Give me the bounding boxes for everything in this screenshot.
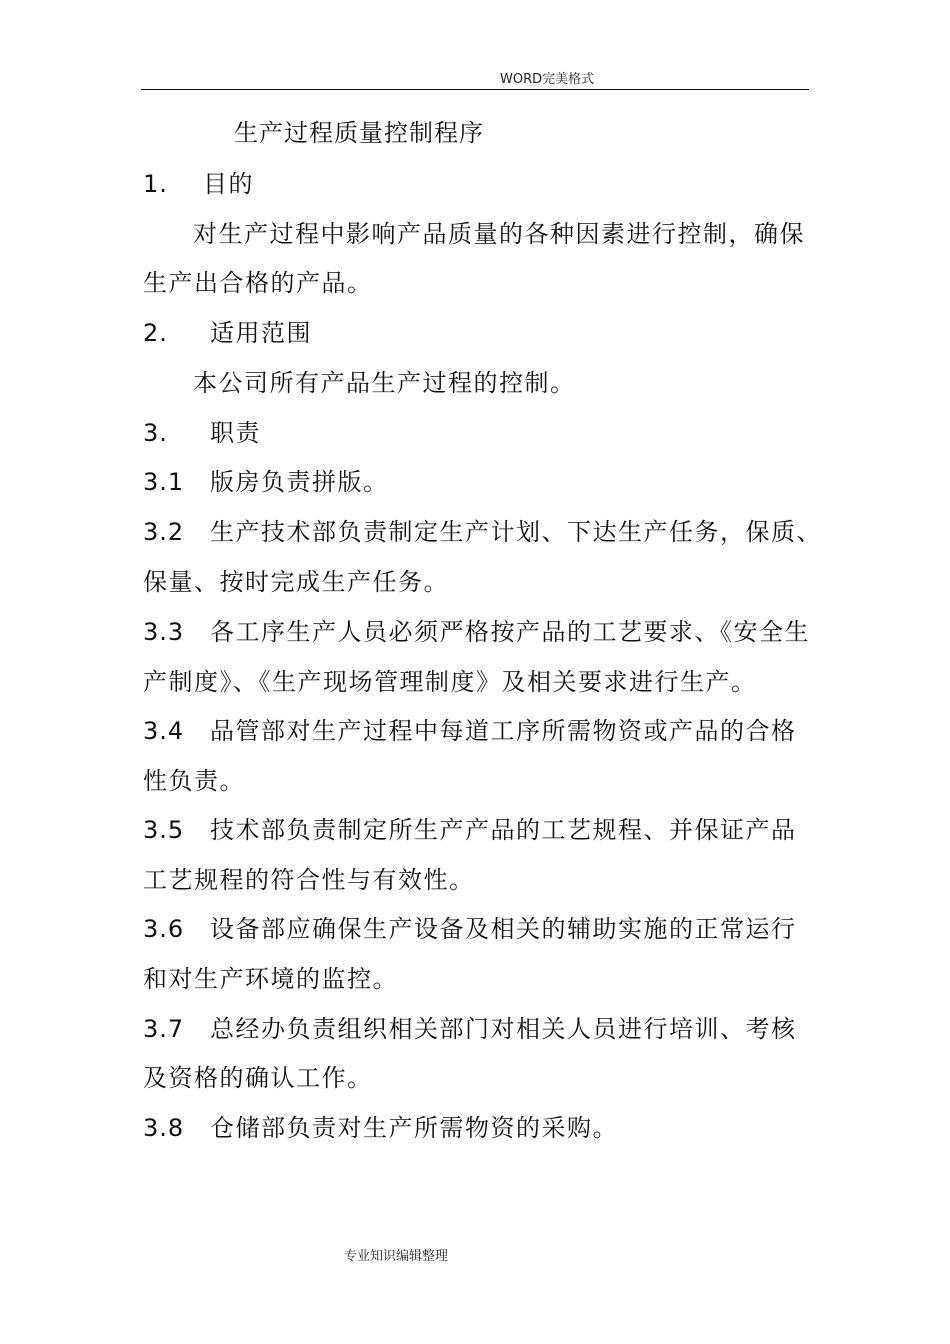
item-3-7-line-1: 总经办负责组织相关部门对相关人员进行培训、考核 [210,1015,797,1043]
item-3-4-line-1: 品管部对生产过程中每道工序所需物资或产品的合格 [210,717,797,745]
section-1-heading: 目的 [203,170,254,198]
item-3-1-line-1: 版房负责拼版。 [210,468,389,496]
header-divider [141,89,809,90]
item-3-3-number: 3.3 [143,618,185,646]
item-3-5-number: 3.5 [143,816,185,844]
item-3-3-line-1: 各工序生产人员必须严格按产品的工艺要求、《安全生 [210,618,810,646]
item-3-8-line-1: 仓储部负责对生产所需物资的采购。 [210,1114,618,1142]
item-3-7-number: 3.7 [143,1015,185,1043]
section-1-body-line-1: 对生产过程中影响产品质量的各种因素进行控制，确保 [193,220,805,248]
item-3-1-number: 3.1 [143,468,185,496]
section-2-body-line-1: 本公司所有产品生产过程的控制。 [193,369,576,397]
section-3-number: 3. [143,419,168,447]
item-3-8-number: 3.8 [143,1114,185,1142]
section-1-body-line-2: 生产出合格的产品。 [143,269,373,297]
section-2-number: 2. [143,319,168,347]
section-1-number: 1. [143,170,168,198]
document-title: 生产过程质量控制程序 [234,119,484,147]
item-3-7-line-2: 及资格的确认工作。 [143,1064,373,1092]
item-3-3-line-2: 产制度》、《生产现场管理制度》及相关要求进行生产。 [143,668,757,696]
item-3-6-line-1: 设备部应确保生产设备及相关的辅助实施的正常运行 [210,915,797,943]
item-3-2-number: 3.2 [143,518,185,546]
item-3-4-number: 3.4 [143,717,185,745]
item-3-4-line-2: 性负责。 [143,767,245,795]
section-3-heading: 职责 [210,419,261,447]
item-3-5-line-1: 技术部负责制定所生产产品的工艺规程、并保证产品 [210,816,797,844]
item-3-2-line-2: 保量、按时完成生产任务。 [143,568,449,596]
item-3-2-line-1: 生产技术部负责制定生产计划、下达生产任务，保质、 [210,518,822,546]
item-3-5-line-2: 工艺规程的符合性与有效性。 [143,866,475,894]
item-3-6-line-2: 和对生产环境的监控。 [143,965,398,993]
page-footer: 专业知识编辑整理 [344,1249,449,1264]
item-3-6-number: 3.6 [143,915,185,943]
section-2-heading: 适用范围 [210,319,312,347]
page-header: WORD完美格式 [500,72,595,87]
